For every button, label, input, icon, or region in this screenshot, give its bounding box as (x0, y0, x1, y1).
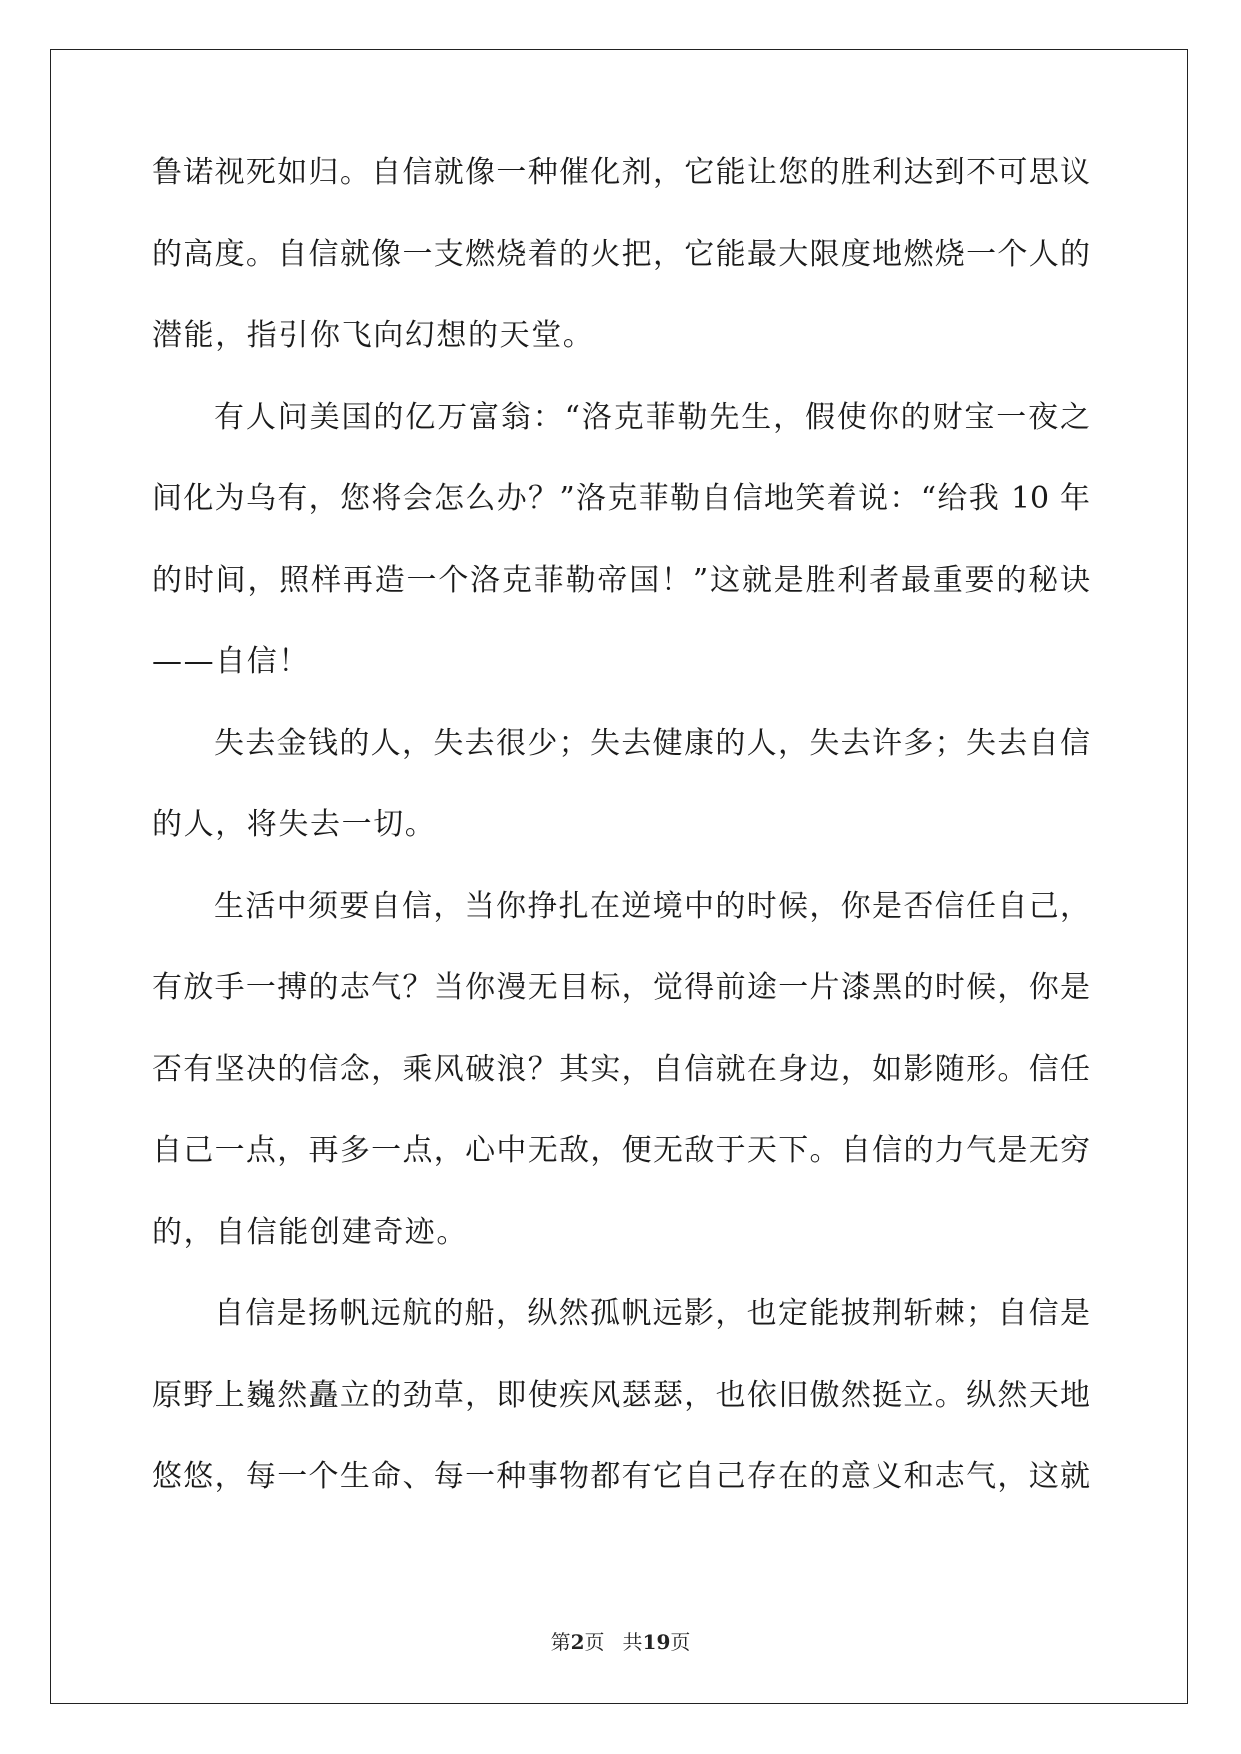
paragraph-start-line: 自信是扬帆远航的船，纵然孤帆远影，也定能披荆斩棘；自信是 (214, 1296, 1090, 1331)
page-prefix: 第 (550, 1630, 571, 1654)
page-number: 2 (570, 1630, 585, 1654)
text-line: 悠悠，每一个生命、每一种事物都有它自己存在的意义和志气，这就 (152, 1459, 1090, 1494)
paragraph-start-line: 生活中须要自信，当你挣扎在逆境中的时候，你是否信任自己， (214, 888, 1090, 924)
paragraph-start-line: 有人问美国的亿万富翁：“洛克菲勒先生，假使你的财宝一夜之 (214, 399, 1090, 435)
total-suffix: 页 (670, 1630, 691, 1654)
text-line: 间化为乌有，您将会怎么办？”洛克菲勒自信地笑着说：“给我 10 年 (152, 481, 1090, 516)
text-line: 否有坚决的信念，乘风破浪？其实，自信就在身边，如影随形。信任 (152, 1051, 1090, 1087)
text-line: 的时间，照样再造一个洛克菲勒帝国！”这就是胜利者最重要的秘诀 (152, 562, 1090, 598)
text-line: 潜能，指引你飞向幻想的天堂。 (152, 318, 595, 353)
text-line: 的高度。自信就像一支燃烧着的火把，它能最大限度地燃烧一个人的 (152, 236, 1090, 272)
text-line: 自己一点，再多一点，心中无敌，便无敌于天下。自信的力气是无穷 (152, 1133, 1090, 1168)
text-line: ——自信！ (152, 644, 310, 679)
text-line: 的人，将失去一切。 (152, 807, 437, 842)
document-body (152, 155, 1090, 1544)
text-line: 鲁诺视死如归。自信就像一种催化剂，它能让您的胜利达到不可思议 (152, 155, 1090, 190)
text-line: 原野上巍然矗立的劲草，即使疾风瑟瑟，也依旧傲然挺立。纵然天地 (152, 1377, 1090, 1413)
total-pages: 19 (642, 1630, 671, 1654)
paragraph-start-line: 失去金钱的人，失去很少；失去健康的人，失去许多；失去自信 (214, 725, 1090, 761)
total-prefix: 共 (622, 1630, 643, 1654)
text-line: 的，自信能创建奇迹。 (152, 1214, 468, 1250)
page-footer (0, 1626, 1241, 1655)
text-line: 有放手一搏的志气？当你漫无目标，觉得前途一片漆黑的时候，你是 (152, 970, 1090, 1005)
page-suffix: 页 (584, 1630, 605, 1654)
